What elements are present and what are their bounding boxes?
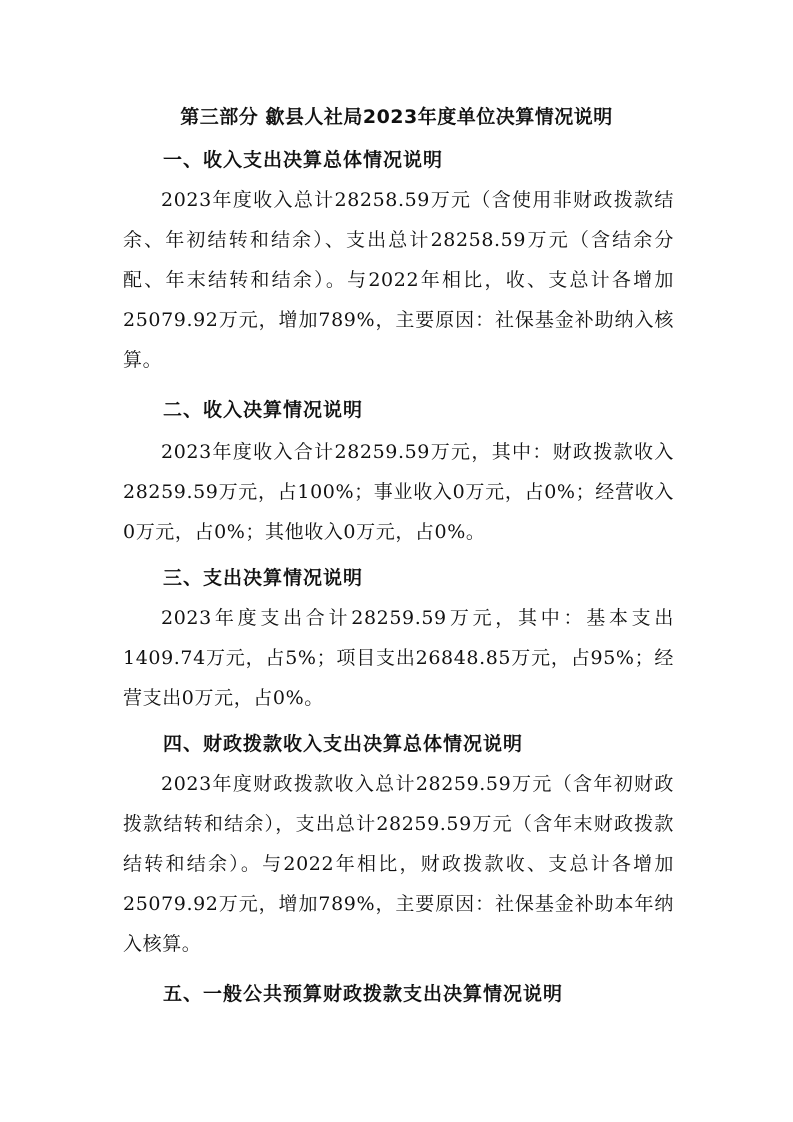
document-title: 第三部分 歙县人社局2023年度单位决算情况说明 — [180, 106, 613, 128]
section-heading-3: 三、支出决算情况说明 — [163, 567, 364, 589]
section-heading-1: 一、收入支出决算总体情况说明 — [163, 149, 444, 171]
section-paragraph-1: 2023年度收入总计28258.59万元（含使用非财政拨款结余、年初结转和结余）、支出总计28258.59万元（含结余分配、年末结转和结余）。与2022年相比，收、支总计各增加25079.92万元，增加789%，主要原因：社保基金补助纳入核算。 — [123, 189, 674, 371]
section-paragraph-3: 2023年度支出合计28259.59万元，其中：基本支出1409.74万元，占5%；项目支出26848.85万元，占95%；经营支出0万元，占0%。 — [123, 607, 674, 709]
section-heading-5: 五、一般公共预算财政拨款支出决算情况说明 — [163, 983, 564, 1005]
section-paragraph-2: 2023年度收入合计28259.59万元，其中：财政拨款收入28259.59万元，占100%；事业收入0万元，占0%；经营收入0万元，占0%；其他收入0万元，占0%。 — [123, 441, 674, 543]
section-paragraph-4: 2023年度财政拨款收入总计28259.59万元（含年初财政拨款结转和结余），支出总计28259.59万元（含年末财政拨款结转和结余）。与2022年相比，财政拨款收、支总计各增加25079.92万元，增加789%，主要原因：社保基金补助本年纳入核算。 — [123, 773, 674, 955]
section-heading-4: 四、财政拨款收入支出决算总体情况说明 — [163, 733, 524, 755]
section-heading-2: 二、收入决算情况说明 — [163, 399, 364, 421]
